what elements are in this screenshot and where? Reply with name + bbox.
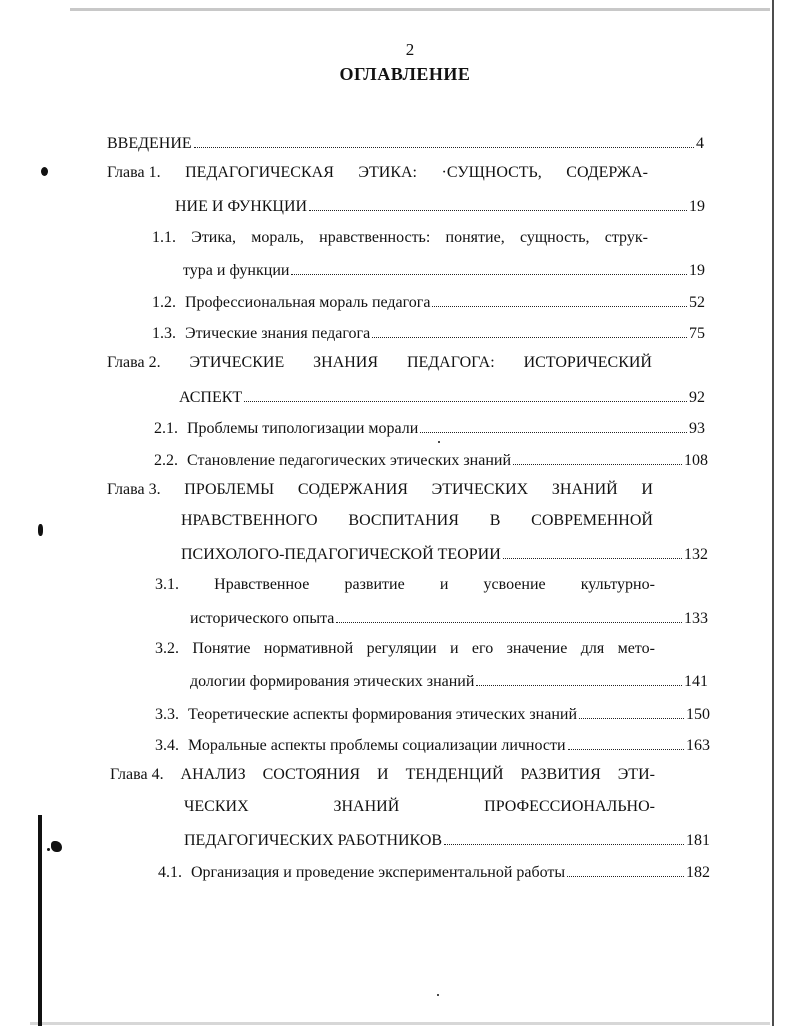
toc-section-number: 3.3.: [155, 706, 179, 723]
toc-leader-dots: [568, 734, 684, 750]
toc-section-number: 1.1.: [152, 229, 176, 246]
toc-entry-label: ПСИХОЛОГО-ПЕДАГОГИЧЕСКОЙ ТЕОРИИ: [181, 546, 501, 563]
toc-entry-label: Этические знания педагога: [185, 325, 371, 342]
toc-word: и: [449, 640, 459, 657]
toc-page-number: 93: [689, 420, 705, 437]
toc-chapter-2-continuation[interactable]: [179, 386, 705, 408]
toc-word: АНАЛИЗ: [180, 766, 246, 783]
toc-section-number: 1.3.: [152, 325, 176, 342]
toc-page-number: 181: [686, 832, 710, 849]
toc-word: СОВРЕМЕННОЙ: [531, 512, 653, 529]
toc-page-number: 163: [686, 737, 710, 754]
toc-section-number: 3.1.: [155, 576, 179, 593]
toc-section-number: 3.2.: [155, 640, 179, 657]
toc-page-number: 132: [684, 546, 708, 563]
toc-word: ЧЕСКИХ: [184, 798, 249, 815]
toc-section-number: 1.2.: [152, 294, 176, 311]
toc-word: ТЕНДЕНЦИЙ: [405, 766, 504, 783]
toc-word: Нравственное: [214, 576, 310, 593]
toc-leader-dots: [567, 861, 684, 877]
toc-word: ЭТИ-: [617, 766, 655, 783]
toc-word: нравственность:: [319, 229, 431, 246]
toc-word: мораль,: [251, 229, 304, 246]
toc-page-number: 4: [696, 135, 704, 152]
toc-section-number: 2.1.: [154, 420, 178, 437]
toc-chapter-number: Глава 3.: [107, 481, 161, 498]
toc-word: ПЕДАГОГИЧЕСКАЯ: [185, 164, 334, 181]
toc-word: для: [580, 640, 605, 657]
scan-artifact-bottom: [30, 1022, 770, 1025]
toc-leader-dots: [291, 259, 687, 275]
toc-word: ПРОБЛЕМЫ: [184, 481, 275, 498]
toc-entry-label: тура и функции: [183, 262, 290, 279]
toc-word: культурно-: [580, 576, 655, 593]
toc-leader-dots: [194, 132, 694, 148]
toc-entry-introduction[interactable]: [107, 132, 704, 154]
toc-leader-dots: [444, 829, 684, 845]
toc-word: И: [641, 481, 653, 498]
toc-section-4-1[interactable]: [158, 861, 710, 883]
toc-word: развитие: [344, 576, 405, 593]
toc-section-3-3[interactable]: [155, 703, 710, 725]
toc-word: СОДЕРЖАНИЯ: [297, 481, 408, 498]
toc-section-number: 3.4.: [155, 737, 179, 754]
toc-entry-label: Моральные аспекты проблемы социализации личности: [188, 737, 566, 754]
toc-word: ЗНАНИЙ: [333, 798, 400, 815]
toc-page-number: 108: [684, 452, 708, 469]
toc-leader-dots: [372, 322, 687, 338]
toc-word: его: [471, 640, 494, 657]
toc-word: струк-: [604, 229, 648, 246]
toc-entry-label: ВВЕДЕНИЕ: [107, 135, 192, 152]
toc-chapter-4-continuation[interactable]: [184, 829, 710, 851]
toc-word: ПРОФЕССИОНАЛЬНО-: [484, 798, 655, 815]
binding-hole-mark: [38, 524, 43, 536]
dust-speck: [47, 848, 50, 851]
toc-page-number: 133: [684, 610, 708, 627]
toc-word: и: [439, 576, 449, 593]
toc-leader-dots: [579, 703, 684, 719]
toc-section-3-4[interactable]: [155, 734, 710, 756]
toc-word: ПЕДАГОГА:: [406, 354, 495, 371]
toc-chapter-3-heading[interactable]: [107, 480, 653, 500]
toc-entry-label: Организация и проведение экспериментальной работы: [191, 864, 566, 881]
toc-entry-label: исторического опыта: [190, 610, 335, 627]
toc-leader-dots: [513, 449, 682, 465]
toc-section-1-3[interactable]: [152, 322, 705, 344]
toc-word: Этика,: [191, 229, 236, 246]
toc-chapter-1-continuation[interactable]: [175, 195, 705, 217]
toc-word: ИСТОРИЧЕСКИЙ: [523, 354, 652, 371]
toc-page-number: 141: [684, 673, 708, 690]
toc-section-1-1-heading[interactable]: [152, 228, 648, 248]
toc-chapter-2-heading[interactable]: [107, 353, 652, 373]
toc-section-3-1-continuation[interactable]: [190, 607, 708, 629]
toc-entry-label: Становление педагогических этических знаний: [187, 452, 512, 469]
toc-word: РАЗВИТИЯ: [520, 766, 601, 783]
dust-speck: [438, 441, 440, 443]
toc-page-number: 182: [686, 864, 710, 881]
toc-page-number: 19: [689, 198, 705, 215]
toc-entry-label: дологии формирования этических знаний: [190, 673, 475, 690]
toc-section-number: 2.2.: [154, 452, 178, 469]
toc-leader-dots: [244, 386, 687, 402]
binding-hole-mark: [51, 841, 62, 852]
toc-leader-dots: [336, 607, 682, 623]
toc-section-1-1-continuation[interactable]: [183, 259, 705, 281]
toc-entry-label: Проблемы типологизации морали: [187, 420, 419, 437]
toc-leader-dots: [309, 195, 687, 211]
toc-chapter-3-continuation[interactable]: [181, 543, 708, 565]
toc-entry-label: Теоретические аспекты формирования этических знаний: [188, 706, 577, 723]
toc-word: НРАВСТВЕННОГО: [181, 512, 318, 529]
toc-leader-dots: [420, 417, 687, 433]
dust-speck: [437, 994, 439, 996]
toc-word: усвоение: [483, 576, 546, 593]
toc-section-3-2-heading[interactable]: [155, 639, 655, 659]
toc-word: значение: [506, 640, 568, 657]
toc-word: ЭТИКА:: [358, 164, 417, 181]
toc-chapter-number: Глава 2.: [107, 354, 161, 371]
toc-entry-label: ПЕДАГОГИЧЕСКИХ РАБОТНИКОВ: [184, 832, 443, 849]
toc-word: ЗНАНИЯ: [313, 354, 379, 371]
toc-title: ОГЛАВЛЕНИЕ: [339, 64, 471, 84]
toc-section-number: 4.1.: [158, 864, 182, 881]
toc-word: сущность,: [519, 229, 590, 246]
toc-page-number: 52: [689, 294, 705, 311]
toc-word: регуляции: [366, 640, 437, 657]
toc-word: мето-: [617, 640, 655, 657]
scan-artifact-left-edge: [38, 815, 42, 1026]
toc-word: В: [489, 512, 501, 529]
toc-page-number: 19: [689, 262, 705, 279]
toc-word: ВОСПИТАНИЯ: [348, 512, 459, 529]
toc-section-2-2[interactable]: [154, 449, 708, 471]
toc-entry-label: Профессиональная мораль педагога: [185, 294, 431, 311]
toc-word: Понятие: [192, 640, 251, 657]
toc-word: ЗНАНИЙ: [551, 481, 618, 498]
toc-chapter-1-heading[interactable]: [107, 163, 648, 183]
toc-word: понятие,: [445, 229, 505, 246]
toc-chapter-number: Глава 4.: [110, 766, 164, 783]
binding-hole-mark: [41, 167, 48, 176]
toc-word: нормативной: [263, 640, 354, 657]
toc-word: ЭТИЧЕСКИЕ: [189, 354, 285, 371]
toc-chapter-4-heading[interactable]: [110, 765, 655, 785]
toc-word: И: [377, 766, 389, 783]
toc-section-3-2-continuation[interactable]: [190, 670, 708, 692]
toc-chapter-3-line-2[interactable]: [181, 511, 653, 531]
toc-word: СОДЕРЖА-: [566, 164, 648, 181]
scan-artifact-right-edge: [772, 0, 774, 1026]
toc-word: ЭТИЧЕСКИХ: [431, 481, 529, 498]
toc-section-3-1-heading[interactable]: [155, 575, 655, 595]
scan-artifact-top: [70, 8, 770, 11]
toc-chapter-4-line-2[interactable]: [184, 797, 655, 817]
toc-leader-dots: [476, 670, 682, 686]
toc-chapter-number: Глава 1.: [107, 164, 161, 181]
toc-page-number: 75: [689, 325, 705, 342]
toc-section-2-1[interactable]: [154, 417, 705, 439]
toc-word: СОСТОЯНИЯ: [262, 766, 361, 783]
toc-section-1-2[interactable]: [152, 291, 705, 313]
toc-word: ·СУЩНОСТЬ,: [441, 164, 542, 181]
toc-page-number: 92: [689, 389, 705, 406]
toc-entry-label: НИЕ И ФУНКЦИИ: [175, 198, 308, 215]
toc-leader-dots: [503, 543, 682, 559]
page-number: 2: [405, 40, 415, 59]
toc-page-number: 150: [686, 706, 710, 723]
toc-entry-label: АСПЕКТ: [179, 389, 243, 406]
toc-leader-dots: [432, 291, 687, 307]
